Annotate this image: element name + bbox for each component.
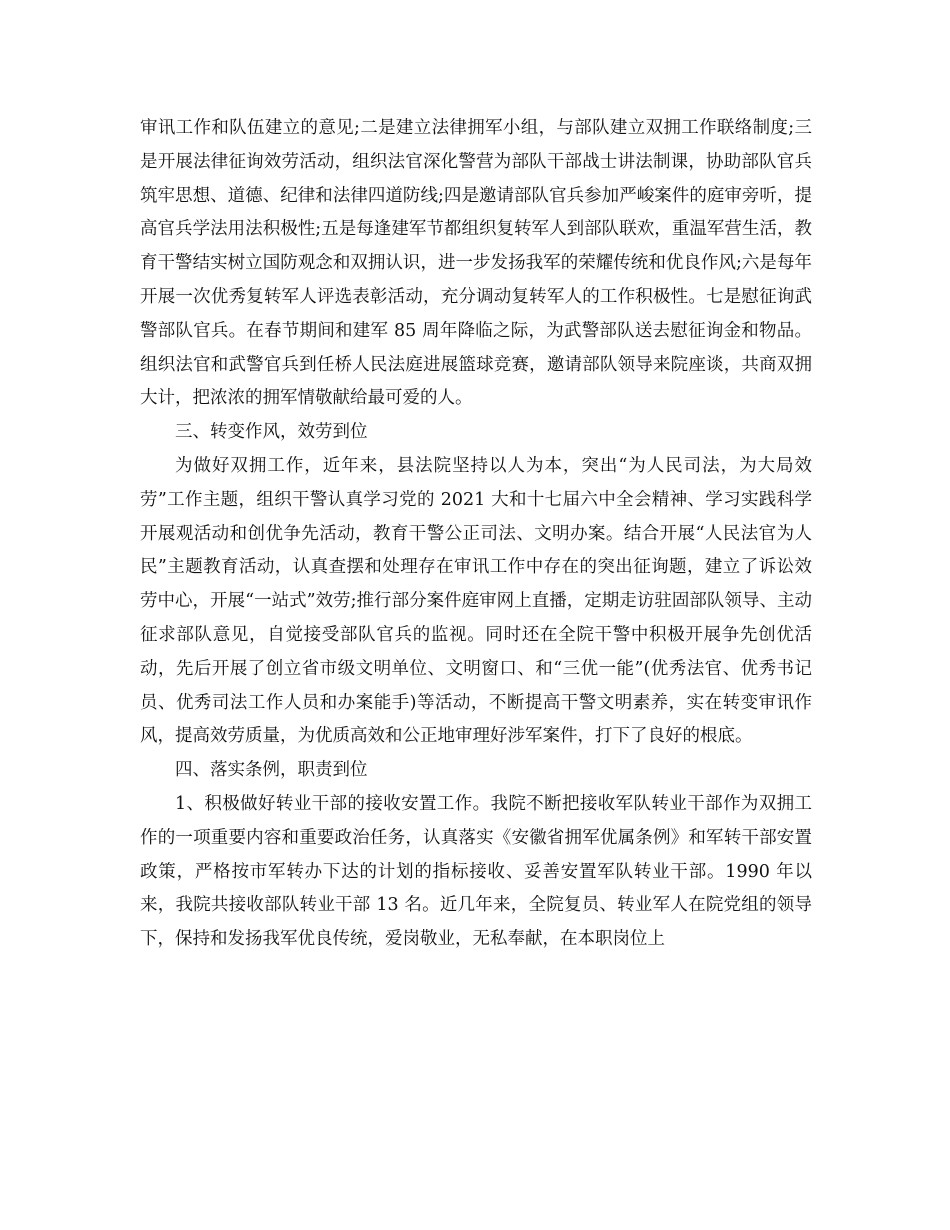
section-heading-4: 四、落实条例，职责到位 <box>175 760 368 781</box>
paragraph-work-style: 为做好双拥工作，近年来，县法院坚持以人为本，突出“为人民司法，为大局效劳”工作主题，组织干警认真学习党的 2021 大和十七届六中全会精神、学习实践科学开展观活动和创优争先活动，教育干警公正司法、文明办案。结合开展“人民法官为人民”主题教育活动，认真查摆和处理存在审讯工作中存在的突出征询题，建立了诉讼效劳中心，开展“一站式”效劳;推行部分案件庭审网上直播，定期走访驻固部队领导、主动征求部队意见，自觉接受部队官兵的监视。同时还在全院干警中积极开展争先创优活动，先后开展了创立省市级文明单位、文明窗口、和“三优一能”(优秀法官、优秀书记员、优秀司法工作人员和办案能手)等活动，不断提高干警文明素养，实在转变审讯作风，提高效劳质量，为优质高效和公正地审理好涉军案件，打下了良好的根底。 <box>140 455 812 747</box>
section-heading-3: 三、转变作风，效劳到位 <box>175 422 368 443</box>
document-body <box>140 112 812 957</box>
paragraph-resettlement: 1、积极做好转业干部的接收安置工作。我院不断把接收军队转业干部作为双拥工作的一项重要内容和重要政治任务，认真落实《安徽省拥军优属条例》和军转干部安置政策，严格按市军转办下达的计划的指标接收、妥善安置军队转业干部。1990 年以来，我院共接收部队转业干部 13 名。近几年来，全院复员、转业军人在院党组的领导下，保持和发扬我军优良传统，爱岗敬业，无私奉献，在本职岗位上 <box>140 793 812 950</box>
paragraph-continued: 审讯工作和队伍建立的意见;二是建立法律拥军小组，与部队建立双拥工作联络制度;三是开展法律征询效劳活动，组织法官深化警营为部队干部战士讲法制课，协助部队官兵筑牢思想、道德、纪律和法律四道防线;四是邀请部队官兵参加严峻案件的庭审旁听，提高官兵学法用法积极性;五是每逢建军节都组织复转军人到部队联欢，重温军营生活，教育干警结实树立国防观念和双拥认识，进一步发扬我军的荣耀传统和优良作风;六是每年开展一次优秀复转军人评选表彰活动，充分调动复转军人的工作积极性。七是慰征询武警部队官兵。在春节期间和建军 85 周年降临之际，为武警部队送去慰征询金和物品。组织法官和武警官兵到任桥人民法庭进展篮球竞赛，邀请部队领导来院座谈，共商双拥大计，把浓浓的拥军情敬献给最可爱的人。 <box>140 118 812 409</box>
